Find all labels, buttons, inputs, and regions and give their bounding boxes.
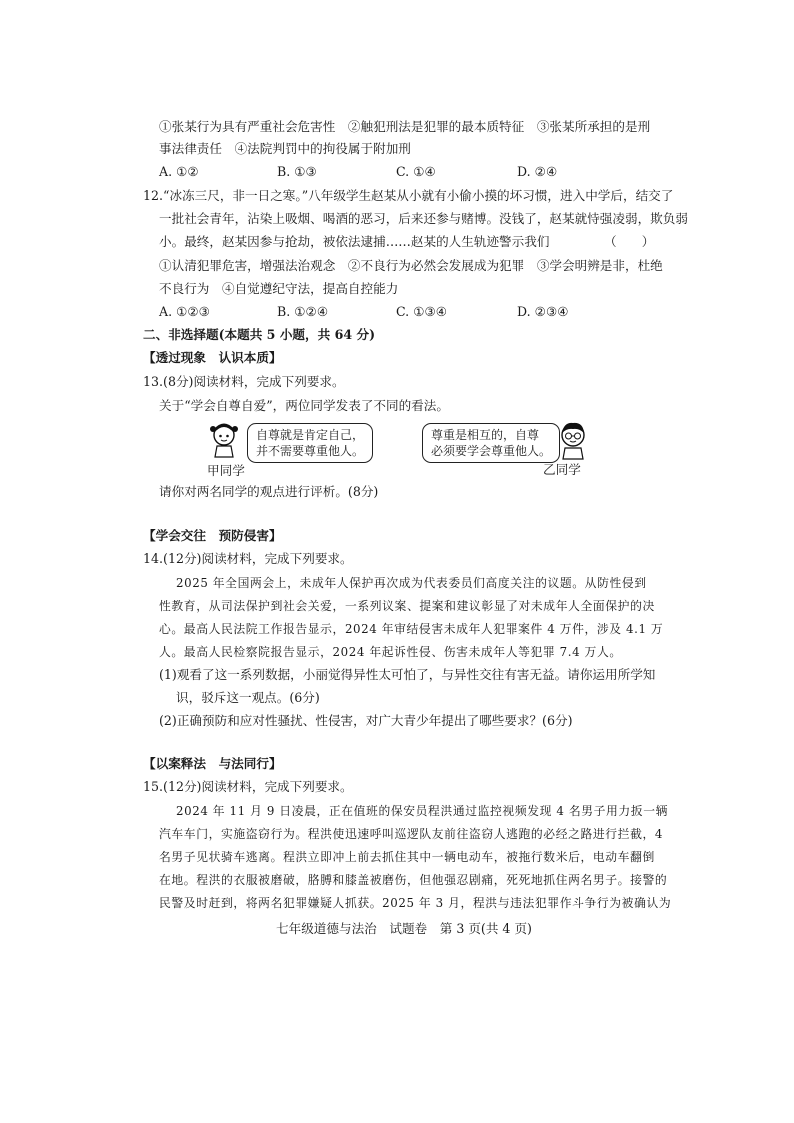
q11-option-a: A. ①② [159,164,199,179]
q15-material-line-2: 汽车车门，实施盗窃行为。程洪使迅速呼叫巡逻队友前往盗窃人逃跑的必经之路进行拦截，4 [159,827,663,841]
page-footer: 七年级道德与法治 试题卷 第 3 页(共 4 页) [276,921,532,936]
q14-material-line-1: 2025 年全国两会上，未成年人保护再次成为代表委员们高度关注的议题。从防性侵到 [176,576,647,590]
q15-material-line-1: 2024 年 11 月 9 日凌晨，正在值班的保安员程洪通过监控视频发现 4 名男子用力扳一辆 [176,804,668,818]
q14-material-line-3: 心。最高人民法院工作报告显示，2024 年审结侵害未成年人犯罪案件 4 万件，涉及 4.1 万 [159,622,664,636]
speaker-a-label: 甲同学 [207,463,245,478]
q12-stem-line-3: 小。最终，赵某因参与抢劫，被依法逮捕……赵某的人生轨迹警示我们 [159,234,550,249]
bubble-a-line-2: 并不需要尊重他人。 [256,444,365,458]
speaker-b-label: 乙同学 [543,462,581,477]
q12-answer-paren: （ ） [604,234,655,249]
q14-material-line-2: 性教育，从司法保护到社会关爱，一系列议案、提案和建议彰显了对未成年人全面保护的决 [159,599,655,613]
q12-stem-line-2: 一批社会青年，沾染上吸烟、喝酒的恶习，后来还参与赌博。没钱了，赵某就恃强凌弱，欺负弱 [159,211,688,226]
q13-intro: 关于“学会自尊自爱”，两位同学发表了不同的看法。 [159,398,449,413]
q13-task: 请你对两名同学的观点进行评析。(8分) [159,484,379,499]
q15-material-line-4: 在地。程洪的衣服被磨破，胳膊和膝盖被磨伤，但他强忍剧痛，死死地抓住两名男子。接警的 [159,873,668,887]
girl-student-icon [209,419,239,459]
q12-stem-line-1: 12.“冰冻三尺，非一日之寒。”八年级学生赵某从小就有小偷小摸的坏习惯，进入中学后，结交了 [143,188,674,203]
q12-choice-line-1: ①认清犯罪危害，增强法治观念 ②不良行为必然会发展成为犯罪 ③学会明辨是非，杜绝 [159,258,663,273]
block13-tag: 【透过现象 认识本质】 [143,350,282,365]
q14-stem: 14.(12分)阅读材料，完成下列要求。 [143,551,353,566]
bubble-b-line-2: 必须要学会尊重他人。 [431,444,552,458]
q14-subq1-line-1: (1)观看了这一系列数据，小丽觉得异性太可怕了，与异性交往有害无益。请你运用所学知 [159,667,656,682]
q12-choice-line-2: 不良行为 ④自觉遵纪守法，提高自控能力 [159,281,399,296]
q14-subq2: (2)正确预防和应对性骚扰、性侵害，对广大青少年提出了哪些要求？(6分) [159,713,573,728]
block15-tag: 【以案释法 与法同行】 [143,756,282,771]
speech-bubble-b [422,423,560,463]
q13-stem: 13.(8分)阅读材料，完成下列要求。 [143,374,345,389]
q11-option-c: C. ①④ [396,164,436,179]
q15-material-line-3: 名男子见状骑车逃离。程洪立即冲上前去抓住其中一辆电动车，被拖行数米后，电动车翻倒 [159,850,655,864]
q12-option-d: D. ②③④ [517,304,569,319]
q11-option-b: B. ①③ [277,164,317,179]
q12-option-c: C. ①③④ [396,304,448,319]
q15-material-line-5: 民警及时赶到，将两名犯罪嫌疑人抓获。2025 年 3 月，程洪与违法犯罪作斗争行为被确认为 [159,896,672,910]
q12-option-a: A. ①②③ [159,304,210,319]
boy-student-icon [556,419,590,461]
block14-tag: 【学会交往 预防侵害】 [143,528,282,543]
section-heading: 二、非选择题(本题共 5 小题，共 64 分) [143,327,376,342]
bubble-a-line-1: 自尊就是肯定自己， [256,428,365,442]
bubble-b-line-1: 尊重是相互的，自尊 [431,428,540,442]
speech-bubble-a [247,423,373,463]
q15-stem: 15.(12分)阅读材料，完成下列要求。 [143,779,353,794]
q14-material-line-4: 人。最高人民检察院报告显示，2024 年起诉性侵、伤害未成年人等犯罪 7.4 万人。 [159,645,622,659]
q11-option-d: D. ②④ [517,164,558,179]
q11-choice-line-2: 事法律责任 ④法院判罚中的拘役属于附加刑 [159,141,411,156]
q14-subq1-line-2: 识，驳斥这一观点。(6分) [176,690,320,705]
q12-option-b: B. ①②④ [277,304,329,319]
q11-choice-line-1: ①张某行为具有严重社会危害性 ②触犯刑法是犯罪的最本质特征 ③张某所承担的是刑 [159,119,651,134]
